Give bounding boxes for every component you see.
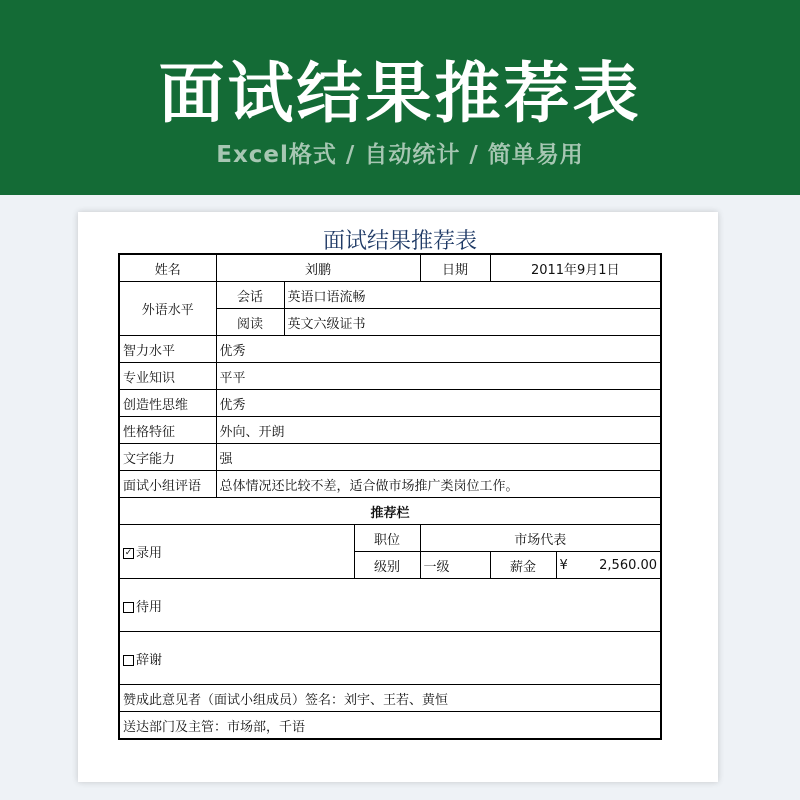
- position-value[interactable]: 市场代表: [420, 525, 661, 552]
- document-title: 面试结果推荐表: [322, 229, 477, 254]
- hire-label: 录用: [136, 546, 163, 561]
- row-comment: [119, 471, 661, 498]
- decline-checkbox-icon[interactable]: [123, 655, 134, 666]
- intellect-value[interactable]: 优秀: [216, 336, 661, 363]
- banner-title: 面试结果推荐表: [158, 55, 642, 132]
- reading-value[interactable]: 英文六级证书: [284, 309, 661, 336]
- row-knowledge: [119, 363, 661, 390]
- date-label: 日期: [420, 254, 490, 282]
- decline-label: 辞谢: [136, 652, 163, 668]
- salary-cell[interactable]: [556, 552, 661, 579]
- salary-label: 薪金: [490, 552, 556, 579]
- language-label: 外语水平: [119, 282, 216, 336]
- comment-value[interactable]: 总体情况还比较不差，适合做市场推广类岗位工作。: [216, 471, 661, 498]
- date-value[interactable]: 2011年9月1日: [490, 254, 661, 282]
- row-name-date: [119, 254, 661, 282]
- personality-label: 性格特征: [119, 417, 216, 444]
- row-writing: [119, 444, 661, 471]
- row-pending: [119, 579, 661, 632]
- writing-value[interactable]: 强: [216, 444, 661, 471]
- row-approvers: [119, 685, 661, 712]
- intellect-label: 智力水平: [119, 336, 216, 363]
- hire-option[interactable]: [119, 525, 354, 579]
- speaking-value[interactable]: 英语口语流畅: [284, 282, 661, 309]
- pending-checkbox-icon[interactable]: [123, 602, 134, 613]
- level-label: 级别: [354, 552, 420, 579]
- knowledge-value[interactable]: 平平: [216, 363, 661, 390]
- reading-label: 阅读: [216, 309, 284, 336]
- personality-value[interactable]: 外向、开朗: [216, 417, 661, 444]
- position-label: 职位: [354, 525, 420, 552]
- level-value[interactable]: 一级: [420, 552, 490, 579]
- knowledge-label: 专业知识: [119, 363, 216, 390]
- recommend-header: 推荐栏: [119, 498, 661, 525]
- writing-label: 文字能力: [119, 444, 216, 471]
- banner-subtitle: Excel格式 / 自动统计 / 简单易用: [216, 142, 584, 168]
- creativity-label: 创造性思维: [119, 390, 216, 417]
- salary-currency: ¥: [559, 557, 568, 573]
- comment-label: 面试小组评语: [119, 471, 216, 498]
- row-recommend-header: [119, 498, 661, 525]
- hire-checkbox-icon[interactable]: ✓: [124, 548, 133, 558]
- name-value[interactable]: 刘鹏: [216, 254, 420, 282]
- row-hire-position: [119, 525, 661, 552]
- row-creativity: [119, 390, 661, 417]
- row-speaking: [119, 282, 661, 309]
- dept-text[interactable]: 送达部门及主管：市场部，千语: [119, 712, 661, 740]
- salary-value: 2,560.00: [599, 557, 658, 573]
- name-label: 姓名: [119, 254, 216, 282]
- approvers-text[interactable]: 赞成此意见者（面试小组成员）签名：刘宇、王若、黄恒: [119, 685, 661, 712]
- pending-label: 待用: [136, 599, 163, 615]
- creativity-value[interactable]: 优秀: [216, 390, 661, 417]
- row-intellect: [119, 336, 661, 363]
- row-dept: [119, 712, 661, 740]
- pending-option[interactable]: [119, 579, 661, 632]
- row-personality: [119, 417, 661, 444]
- interview-form-table: [118, 253, 662, 740]
- speaking-label: 会话: [216, 282, 284, 309]
- banner: [0, 0, 800, 195]
- row-decline: [119, 632, 661, 685]
- decline-option[interactable]: [119, 632, 661, 685]
